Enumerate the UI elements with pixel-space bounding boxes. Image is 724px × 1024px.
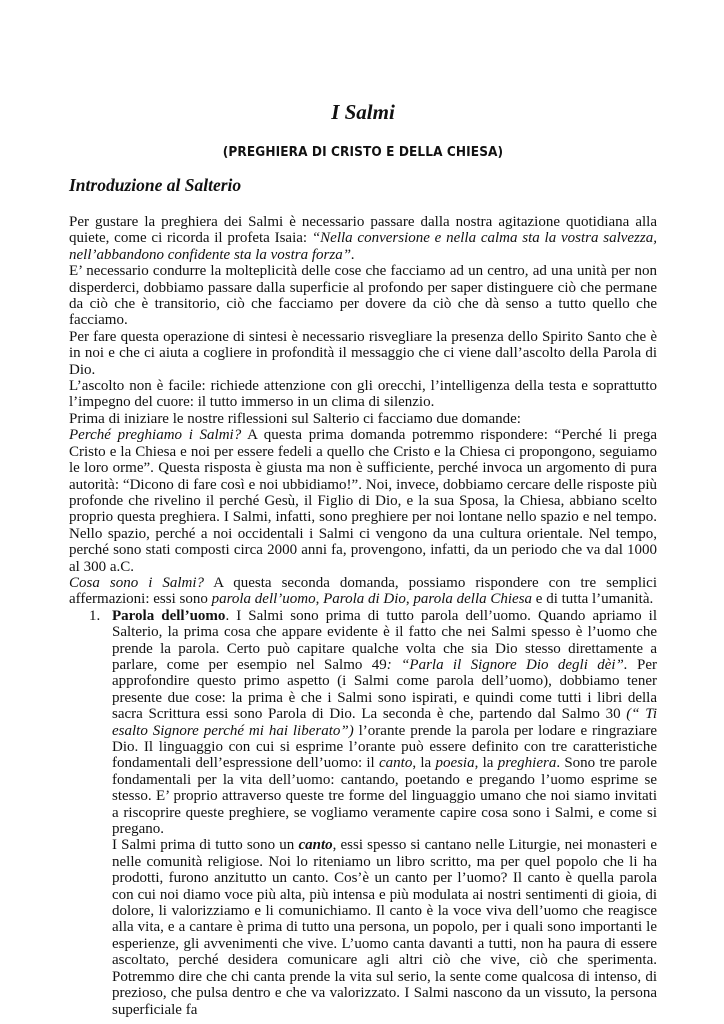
question-2: Cosa sono i Salmi? <box>69 574 205 591</box>
list-item-number: 1. <box>89 607 101 624</box>
document-body <box>69 214 657 1018</box>
paragraph-2: E’ necessario condurre la molteplicità delle cose che facciamo ad un centro, ad una unità per non disperderci, dobbiamo passare dalla superficie al profondo per saper distinguere ciò che permane da ciò che è transitorio, ciò che facciamo per dovere da ciò che dà senso a tutto quello che facciamo. <box>69 263 657 329</box>
document-title: I Salmi <box>331 100 395 124</box>
list-item-paragraph-1: Parola dell’uomo. I Salmi sono prima di tutto parola dell’uomo. Quando apriamo il Salterio, la prima cosa che appare evidente è il fatto che nei Salmi spesso è l’uomo che prende la parola. Certo può capitare qualche volta che sia Dio stesso direttamente a parlare, come per esempio nel Salmo 49: “Parla il Signore Dio degli dèi”. Per approfondire questo primo aspetto (i Salmi come parola dell’uomo), dobbiamo tener presente due cose: la prima è che i Salmi sono ispirati, e quindi come tutti i libri della sacra Scrittura essi sono Parola di Dio. La seconda è che, partendo dal Salmo 30 (“ Ti esalto Signore perché mi hai liberato”) l’orante prende la parola per lodare e ringraziare Dio. Il linguaggio con cui si esprime l’orante può essere definito con tre caratteristiche fondamentali dell’espressione dell’uomo: il canto, la poesia, la preghiera. Sono tre parole fondamentali per la vita dell’uomo: cantando, poetando e pregando l’uomo esprime se stesso. E’ proprio attraverso queste tre forme del linguaggio umano che noi siamo invitati a riscoprire queste preghiere, se vogliamo veramente capire cosa sono i Salmi, e come si pregano. <box>112 607 658 838</box>
paragraph-5: Prima di iniziare le nostre riflessioni sul Salterio ci facciamo due domande: <box>69 410 521 427</box>
list-item-title: Parola dell’uomo <box>112 607 226 624</box>
isaia-quote: “Nella conversione e nella calma sta la vostra salvezza, nell’abbandono confidente sta la vostra forza”. <box>69 230 657 263</box>
section-heading: Introduzione al Salterio <box>69 175 242 195</box>
question-1: Perché preghiamo i Salmi? <box>69 427 242 444</box>
list-item-paragraph-2: I Salmi prima di tutto sono un canto, essi spesso si cantano nelle Liturgie, nei monasteri e nelle comunità religiose. Noi lo riteniamo un libro scritto, ma per quel popolo che li ha prodotti, furono anzitutto un canto. Cos’è un canto per l’uomo? Il canto è quella parola con cui noi diamo voce più alta, più intensa e più modulata ai nostri sentimenti di gioia, di dolore, li valorizziamo e li comunichiamo. Il canto è la voce viva dell’uomo che reagisce alla vita, e a cantare è prima di tutto una persona, un popolo, per i quali sono importanti le esperienze, gli avvenimenti che vive. L’uomo canta davanti a tutti, non ha paura di essere ascoltato, perché desidera comunicare agli altri ciò che vive, ciò che sperimenta. Potremmo dire che chi canta prende la vita sul serio, la sente come qualcosa di intenso, di prezioso, che pulsa dentro e che va valorizzato. I Salmi nascono da un vissuto, la persona superficiale fa <box>112 837 657 1018</box>
paragraph-7: Cosa sono i Salmi? A questa seconda domanda, possiamo rispondere con tre semplici affermazioni: essi sono parola dell’uomo, Parola di Dio, parola della Chiesa e di tutta l’umanità. <box>69 574 657 608</box>
numbered-list <box>69 608 657 1018</box>
document-subtitle: (PREGHIERA DI CRISTO E DELLA CHIESA) <box>222 144 504 160</box>
paragraph-1: Per gustare la preghiera dei Salmi è necessario passare dalla nostra agitazione quotidiana alla quiete, come ci ricorda il profeta Isaia: “Nella conversione e nella calma sta la vostra salvezza, nell’abbandono confidente sta la vostra forza”. <box>69 214 657 263</box>
list-item <box>69 608 657 1018</box>
paragraph-6: Perché preghiamo i Salmi? A questa prima domanda potremmo rispondere: “Perché li prega Cristo e la Chiesa e noi per essere fedeli a quello che Cristo e la Chiesa ci propongono, seguiamo le loro orme”. Questa risposta è giusta ma non è sufficiente, perché invoca un argomento di pura autorità: “Dicono di fare così e noi ubbidiamo!”. Noi, invece, dobbiamo cercare delle risposte più profonde che rivelino il perché Gesù, il Figlio di Dio, e la sua Sposa, la Chiesa, abbiano scelto proprio questa preghiera. I Salmi, infatti, sono preghiere per noi lontane nello spazio e nel tempo. Nello spazio, perché a noi occidentali i Salmi ci vengono da una cultura orientale. Nel tempo, perché sono stati composti circa 2000 anni fa, provengono, infatti, da un periodo che va dal 1000 al 300 a.C. <box>69 427 657 575</box>
paragraph-4: L’ascolto non è facile: richiede attenzione con gli orecchi, l’intelligenza della testa e soprattutto l’impegno del cuore: il tutto immerso in un clima di silenzio. <box>69 378 657 411</box>
paragraph-3: Per fare questa operazione di sintesi è necessario risvegliare la presenza dello Spirito Santo che è in noi e che ci aiuta a cogliere in profondità il messaggio che ci viene dall’ascolto della Parola di Dio. <box>69 328 657 378</box>
